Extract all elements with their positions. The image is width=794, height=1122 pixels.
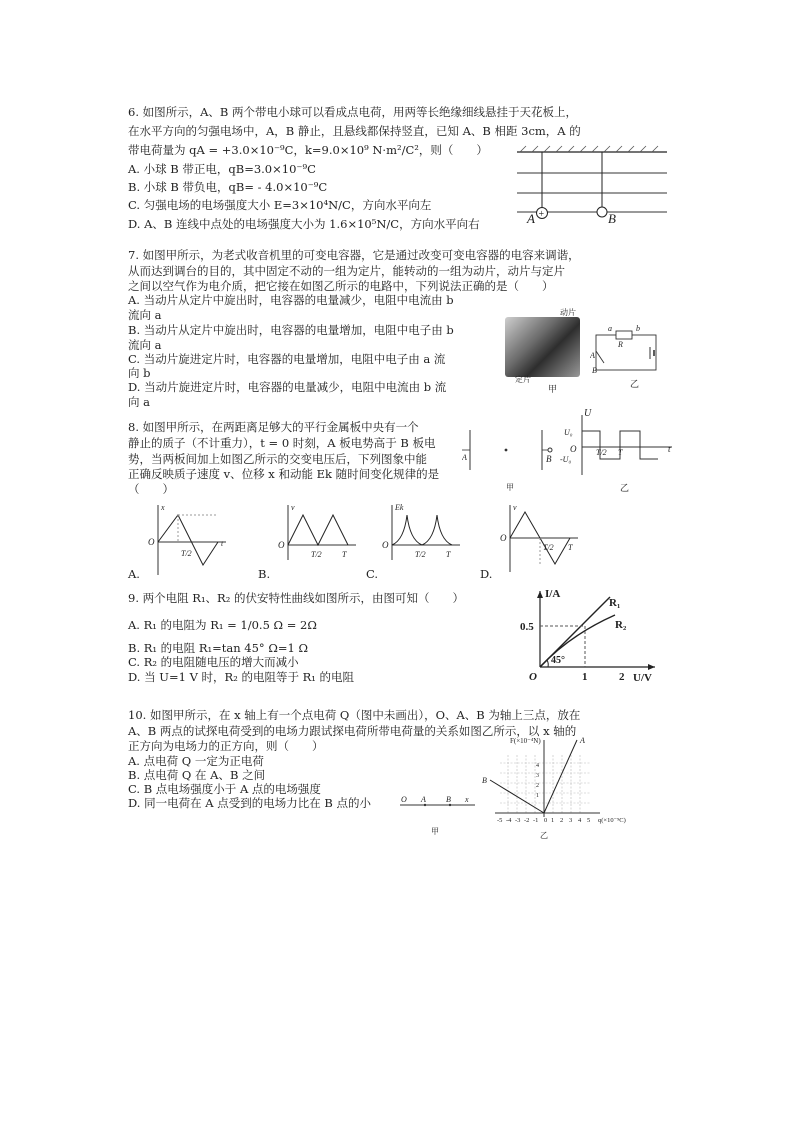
q7-option-d-cont: 向 a bbox=[128, 395, 151, 409]
label-r1: R₁ bbox=[609, 597, 621, 609]
q7-option-c-cont: 向 b bbox=[128, 366, 151, 380]
axis-u: U bbox=[584, 408, 592, 419]
q8-plates-figure bbox=[462, 420, 572, 495]
q8-option-d-label: D. bbox=[480, 567, 493, 581]
q7-option-a: A. 当动片从定片中旋出时，电容器的电量减少，电阻中电流由 b bbox=[128, 293, 454, 307]
xtick-2: 2 bbox=[560, 817, 564, 824]
q8-graph-d bbox=[480, 500, 580, 582]
q9-option-c: C. R₂ 的电阻随电压的增大而减小 bbox=[128, 655, 299, 669]
q10-option-b: B. 点电荷 Q 在 A、B 之间 bbox=[128, 768, 266, 782]
label-jia-7: 甲 bbox=[548, 385, 558, 395]
graph-a-origin: O bbox=[148, 537, 155, 547]
label-neg-u0: -U₀ bbox=[560, 455, 572, 464]
q7-line-1: 7. 如图甲所示，为老式收音机里的可变电容器，它是通过改变可变电容器的电容来调谐， bbox=[128, 248, 580, 262]
q6-figure bbox=[512, 145, 672, 230]
label-plate-a: A bbox=[462, 453, 467, 462]
q6-option-c: C. 匀强电场的电场强度大小 E=3×10⁴N/C，方向水平向左 bbox=[128, 198, 432, 212]
q9-option-d: D. 当 U=1 V 时，R₂ 的电阻等于 R₁ 的电阻 bbox=[128, 670, 355, 684]
graph-d-half: T/2 bbox=[543, 543, 554, 552]
q7-line-3: 之间以空气作为电介质，把它接在如图乙所示的电路中，下列说法正确的是（ ） bbox=[128, 279, 554, 293]
q10-option-c: C. B 点电场强度小于 A 点的电场强度 bbox=[128, 782, 321, 796]
angle-45: 45° bbox=[551, 655, 565, 666]
q10-axis-figure bbox=[395, 790, 485, 840]
label-cap-a: A bbox=[590, 351, 595, 360]
q8-option-a-label: A. bbox=[128, 567, 140, 581]
charge-b bbox=[597, 207, 607, 217]
q7-option-c: C. 当动片旋进定片时，电容器的电量增加，电阻中电子由 a 流 bbox=[128, 352, 446, 366]
q7-option-d: D. 当动片旋进定片时，电容器的电量减少，电阻中电流由 b 流 bbox=[128, 380, 447, 394]
axis-i: I/A bbox=[545, 588, 561, 600]
q9-iv-chart bbox=[515, 585, 665, 685]
xtick-m3: -3 bbox=[515, 817, 521, 824]
label-u0: U₀ bbox=[564, 428, 573, 437]
q9-option-b: B. R₁ 的电阻 R₁=tan 45° Ω=1 Ω bbox=[128, 641, 309, 655]
q9-option-a: A. R₁ 的电阻为 R₁ = 1/0.5 Ω = 2Ω bbox=[128, 618, 317, 632]
q8-line-5: （ ） bbox=[128, 482, 174, 496]
q8-line-4: 正确反映质子速度 v、位移 x 和动能 Ek 随时间变化规律的是 bbox=[128, 467, 440, 481]
label-dongpian: 动片 bbox=[560, 308, 576, 317]
point-o: O bbox=[401, 795, 407, 804]
point-a: A bbox=[421, 795, 426, 804]
q6-option-a: A. 小球 B 带正电，qB=3.0×10⁻⁹C bbox=[128, 162, 316, 176]
label-jia-8: 甲 bbox=[506, 483, 514, 492]
ytick-1: 1 bbox=[536, 793, 539, 799]
tick-05: 0.5 bbox=[520, 621, 534, 633]
q6-line-3: 带电荷量为 qA = +3.0×10⁻⁹C，k=9.0×10⁹ N·m²/C²，则（ ） bbox=[128, 143, 488, 157]
q7-option-a-cont: 流向 a bbox=[128, 308, 162, 322]
q8-option-c-label: C. bbox=[366, 567, 379, 581]
label-yi-8: 乙 bbox=[620, 483, 630, 493]
line-b-label: B bbox=[482, 776, 487, 785]
q6-line-1: 6. 如图所示，A、B 两个带电小球可以看成点电荷，用两等长绝缘细线悬挂于天花板上， bbox=[128, 105, 578, 119]
label-yi-7: 乙 bbox=[630, 379, 640, 389]
xtick-3: 3 bbox=[569, 817, 573, 824]
xtick-m5: -5 bbox=[497, 817, 503, 824]
origin-o-9: O bbox=[529, 671, 537, 683]
graph-d-t: T bbox=[568, 543, 573, 552]
graph-a-axis: x bbox=[161, 503, 165, 512]
q10-force-chart bbox=[480, 735, 650, 845]
axis-x: x bbox=[465, 795, 469, 804]
label-b-7: b bbox=[636, 325, 640, 333]
q7-option-b-cont: 流向 a bbox=[128, 338, 162, 352]
label-yi-10: 乙 bbox=[540, 831, 548, 840]
q8-graph-a bbox=[128, 500, 228, 582]
ytick-3: 3 bbox=[536, 773, 539, 779]
line-a bbox=[544, 740, 577, 813]
q6-option-d: D. A、B 连线中点处的电场强度大小为 1.6×10⁵N/C，方向水平向右 bbox=[128, 217, 480, 231]
q7-option-b: B. 当动片从定片中旋出时，电容器的电量增加，电阻中电子由 b bbox=[128, 323, 454, 337]
ytick-2: 2 bbox=[536, 783, 539, 789]
q7-circuit bbox=[590, 325, 670, 395]
xtick-5: 5 bbox=[587, 817, 591, 824]
xtick-0: 0 bbox=[544, 817, 548, 824]
q7-line-2: 从而达到调台的目的，其中固定不动的一组为定片，能转动的一组为动片，动片与定片 bbox=[128, 264, 565, 278]
ytick-4: 4 bbox=[536, 763, 539, 769]
graph-a-half: T/2 bbox=[181, 549, 192, 558]
label-a: A bbox=[527, 211, 535, 226]
q8-option-b-label: B. bbox=[258, 567, 271, 581]
tick-2: 2 bbox=[619, 671, 625, 683]
point-b: B bbox=[446, 795, 451, 804]
graph-b-axis: v bbox=[291, 503, 295, 512]
graph-b-origin: O bbox=[278, 540, 285, 550]
q10-line-1: 10. 如图甲所示，在 x 轴上有一个点电荷 Q（图中未画出），O、A、B 为轴上三点，放在 bbox=[128, 708, 581, 722]
graph-c-origin: O bbox=[382, 540, 389, 550]
proton bbox=[505, 449, 508, 452]
graph-c-axis: Ek bbox=[395, 503, 404, 512]
graph-b-t: T bbox=[342, 550, 347, 559]
xtick-m1: -1 bbox=[533, 817, 539, 824]
q6-line-2: 在水平方向的匀强电场中，A，B 静止，且悬线都保持竖直，已知 A、B 相距 3cm，A 的 bbox=[128, 124, 581, 138]
axis-t: t bbox=[668, 444, 671, 454]
label-r: R bbox=[618, 340, 623, 349]
q8-line-3: 势，当两板间加上如图乙所示的交变电压后，下列图象中能 bbox=[128, 452, 427, 466]
q10-option-d: D. 同一电荷在 A 点受到的电场力比在 B 点的小 bbox=[128, 796, 371, 810]
axis-f: F(×10⁻⁴N) bbox=[510, 737, 541, 745]
axis-q: q(×10⁻⁹C) bbox=[598, 817, 626, 824]
graph-d-axis: v bbox=[513, 503, 517, 512]
xtick-m4: -4 bbox=[506, 817, 512, 824]
q8-graph-b bbox=[258, 500, 358, 582]
label-r2: R₂ bbox=[615, 619, 627, 631]
origin-o: O bbox=[570, 444, 577, 454]
tick-1: 1 bbox=[582, 671, 588, 683]
label-dingpian: 定片 bbox=[515, 375, 531, 384]
graph-c-t: T bbox=[446, 550, 451, 559]
label-a-7: a bbox=[608, 325, 612, 333]
q8-line-2: 静止的质子（不计重力），t = 0 时刻，A 板电势高于 B 板电 bbox=[128, 436, 436, 450]
q10-option-a: A. 点电荷 Q 一定为正电荷 bbox=[128, 754, 264, 768]
label-b: B bbox=[608, 211, 616, 226]
graph-d-origin: O bbox=[500, 533, 507, 543]
q8-line-1: 8. 如图甲所示，在两距离足够大的平行金属板中央有一个 bbox=[128, 420, 419, 434]
xtick-4: 4 bbox=[578, 817, 582, 824]
resistor-r bbox=[616, 331, 632, 339]
line-a-label: A bbox=[580, 736, 585, 745]
plus-sign: + bbox=[538, 209, 545, 220]
label-jia-10: 甲 bbox=[431, 827, 439, 836]
q6-option-b: B. 小球 B 带负电，qB= - 4.0×10⁻⁹C bbox=[128, 180, 328, 194]
graph-b-half: T/2 bbox=[311, 550, 322, 559]
tick-half: T/2 bbox=[596, 448, 607, 457]
q9-line: 9. 两个电阻 R₁、R₂ 的伏安特性曲线如图所示，由图可知（ ） bbox=[128, 591, 464, 605]
label-cap-b: B bbox=[592, 366, 597, 375]
graph-c-half: T/2 bbox=[415, 550, 426, 559]
label-plate-b: B bbox=[546, 454, 552, 464]
xtick-1: 1 bbox=[551, 817, 555, 824]
q8-voltage-figure bbox=[560, 405, 680, 495]
variable-capacitor-photo bbox=[505, 317, 580, 377]
axis-u-9: U/V bbox=[633, 672, 652, 684]
q10-line-3: 正方向为电场力的正方向，则（ ） bbox=[128, 739, 324, 753]
xtick-m2: -2 bbox=[524, 817, 530, 824]
tick-t: T bbox=[618, 448, 623, 457]
q10-line-2: A、B 两点的试探电荷受到的电场力跟试探电荷所带电荷量的关系如图乙所示，以 x 轴的 bbox=[128, 724, 577, 738]
graph-a-t: t bbox=[221, 539, 224, 548]
